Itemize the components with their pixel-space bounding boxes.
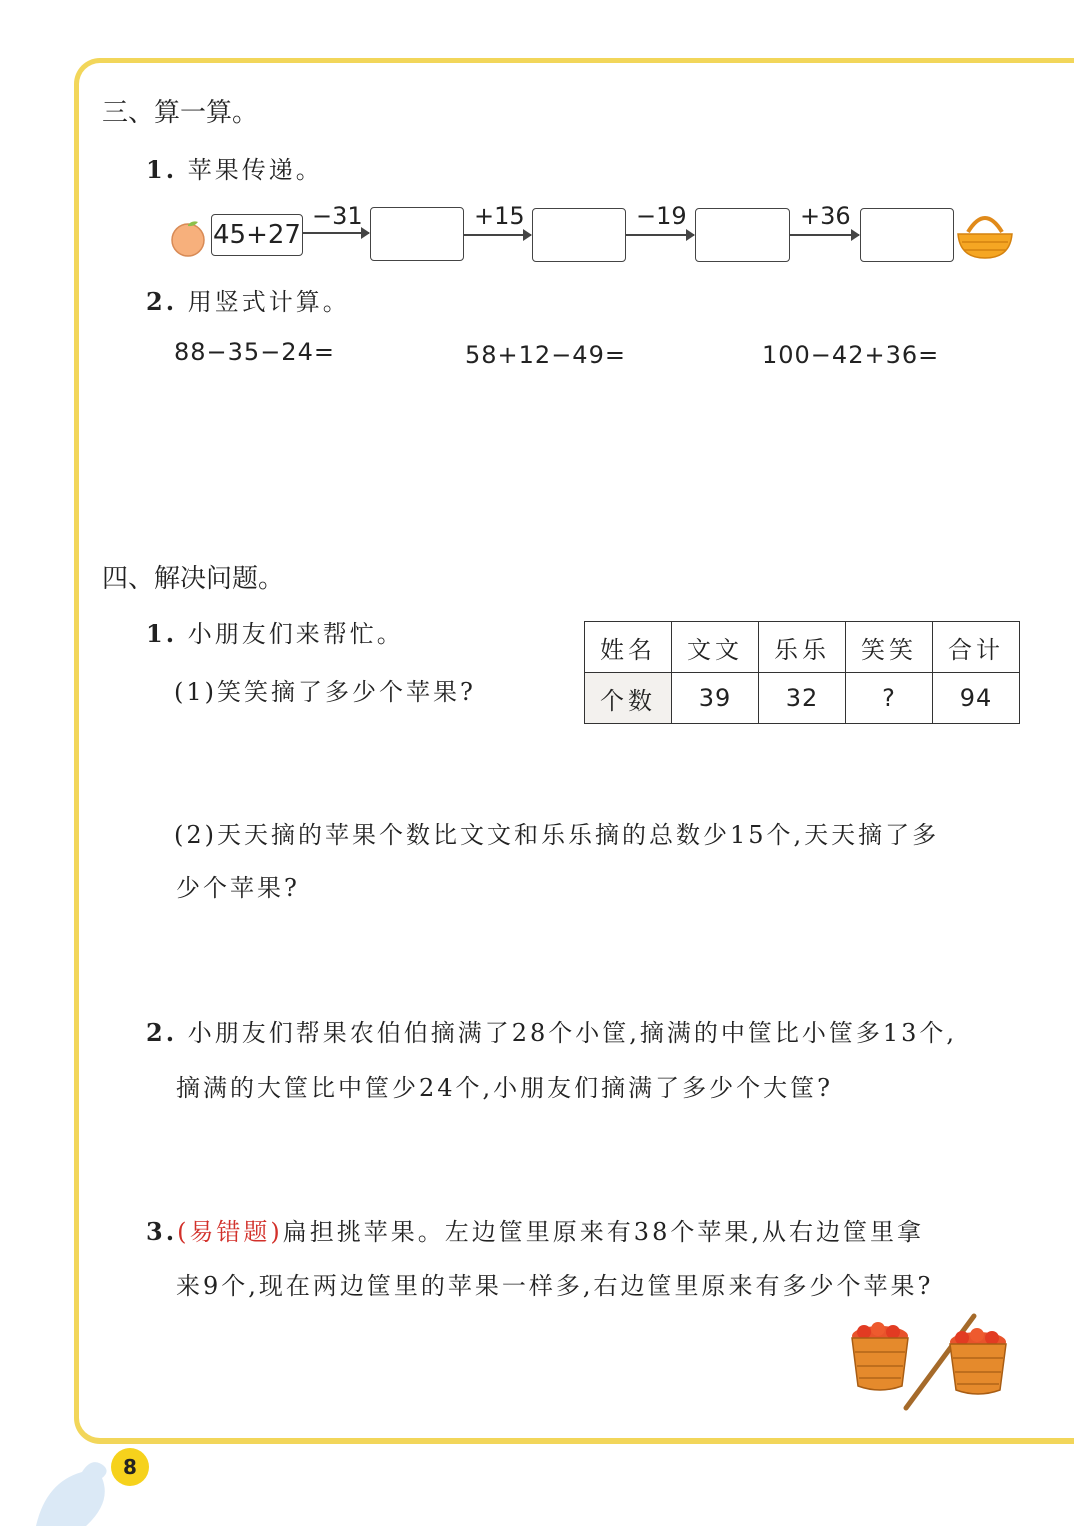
- s4-q1-sub2-line1: (2)天天摘的苹果个数比文文和乐乐摘的总数少15个,天天摘了多: [174, 821, 940, 849]
- s3-q1-text: 苹果传递。: [187, 156, 323, 184]
- s4-q1-text: 小朋友们来帮忙。: [187, 620, 404, 648]
- table-cell: 文文: [672, 622, 759, 673]
- s3-q2: [146, 282, 350, 317]
- left-basket: [852, 1322, 908, 1390]
- op-minus-19: −19: [636, 202, 687, 230]
- s4-q3-line2: 来9个,现在两边筐里的苹果一样多,右边筐里原来有多少个苹果?: [176, 1272, 934, 1300]
- table-cell: 32: [759, 673, 846, 724]
- op-plus-15: +15: [474, 202, 525, 230]
- s4-q2-number: 2.: [146, 1018, 178, 1047]
- basket-icon: [954, 206, 1016, 262]
- page-number: 8: [111, 1448, 149, 1486]
- error-prone-tag: (易错题): [177, 1218, 283, 1246]
- table-cell: 39: [672, 673, 759, 724]
- arrow-3: [626, 234, 694, 236]
- table-cell: 乐乐: [759, 622, 846, 673]
- s4-q2-line2: 摘满的大筐比中筐少24个,小朋友们摘满了多少个大筐?: [176, 1074, 834, 1102]
- vertical-calc-1: 88−35−24=: [174, 338, 335, 366]
- table-cell: ?: [846, 673, 933, 724]
- s4-q1-number: 1.: [146, 619, 178, 648]
- bird-decoration-icon: [26, 1452, 116, 1526]
- arrow-1: [303, 232, 369, 234]
- table-cell: 个数: [585, 673, 672, 724]
- arrow-2: [464, 234, 531, 236]
- table-cell: 笑笑: [846, 622, 933, 673]
- arrow-4: [790, 234, 859, 236]
- answer-box-1[interactable]: [370, 207, 464, 261]
- s4-q1-sub1: (1)笑笑摘了多少个苹果?: [174, 678, 476, 706]
- s3-q2-number: 2.: [146, 287, 178, 316]
- answer-box-3[interactable]: [695, 208, 790, 262]
- s4-q3-number: 3.: [146, 1217, 178, 1246]
- right-basket: [950, 1328, 1006, 1394]
- table-row: [585, 673, 1020, 724]
- table-cell: 94: [933, 673, 1020, 724]
- table-cell: 合计: [933, 622, 1020, 673]
- table-header-row: [585, 622, 1020, 673]
- s4-q1: [146, 614, 404, 649]
- section4-title: 四、解决问题。: [102, 564, 285, 594]
- s4-q3-text: 扁担挑苹果。左边筐里原来有38个苹果,从右边筐里拿: [282, 1218, 924, 1246]
- answer-box-4[interactable]: [860, 208, 954, 262]
- vertical-calc-3: 100−42+36=: [762, 341, 940, 369]
- start-expression-box: 45+27: [211, 214, 303, 256]
- s4-q2-text: 小朋友们帮果农伯伯摘满了28个小筐,摘满的中筐比小筐多13个,: [187, 1019, 958, 1047]
- apple-count-table: [584, 621, 1020, 724]
- section3-title: 三、算一算。: [102, 98, 259, 128]
- s4-q1-sub2-line2: 少个苹果?: [176, 874, 300, 902]
- s3-q1-number: 1.: [146, 155, 178, 184]
- table-cell: 姓名: [585, 622, 672, 673]
- s3-q1: [146, 150, 323, 185]
- op-plus-36: +36: [800, 202, 851, 230]
- op-minus-31: −31: [312, 202, 363, 230]
- apple-icon: [168, 218, 210, 258]
- answer-box-2[interactable]: [532, 208, 626, 262]
- s4-q2-line1: [146, 1013, 957, 1048]
- s4-q3-line1: [146, 1212, 924, 1247]
- s3-q2-text: 用竖式计算。: [187, 288, 350, 316]
- apple-baskets-illustration: [846, 1312, 1016, 1412]
- vertical-calc-2: 58+12−49=: [465, 341, 626, 369]
